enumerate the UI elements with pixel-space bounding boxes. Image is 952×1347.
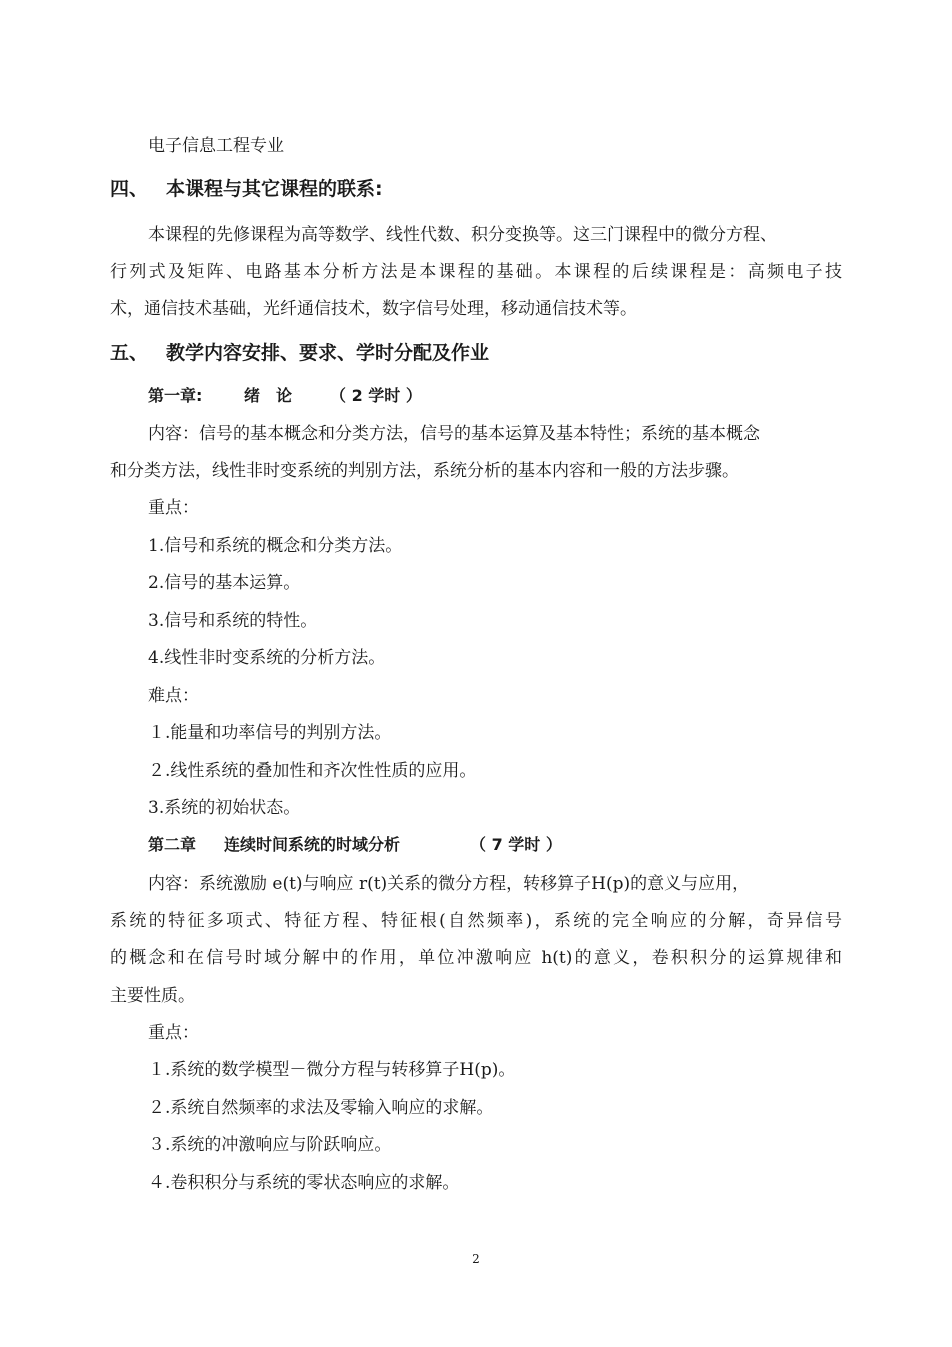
chapter1-name: 绪 论 xyxy=(244,386,293,405)
section4-heading xyxy=(110,175,383,203)
section4-paragraph-line-1: 本课程的先修课程为高等数学、线性代数、积分变换等。这三门课程中的微分方程、 xyxy=(148,225,777,245)
page-number: 2 xyxy=(472,1252,480,1266)
section5-number: 五、 xyxy=(110,342,149,364)
chapter2-heading xyxy=(148,833,562,857)
chapter1-hours: （ 2 学时 ） xyxy=(330,386,422,405)
chapter2-key-point-2: ２.系统自然频率的求法及零输入响应的求解。 xyxy=(148,1098,494,1118)
chapter1-difficulty-2: ２.线性系统的叠加性和齐次性性质的应用。 xyxy=(148,761,477,781)
chapter1-key-point-4: 4.线性非时变系统的分析方法。 xyxy=(148,648,386,668)
chapter1-key-points-label: 重点： xyxy=(148,498,199,518)
chapter2-content-line-3: 的概念和在信号时域分解中的作用，单位冲激响应 h(t)的意义，卷积积分的运算规律和 xyxy=(110,948,842,968)
chapter1-difficulty-3: 3.系统的初始状态。 xyxy=(148,798,301,818)
chapter2-label: 第二章 xyxy=(148,835,197,854)
chapter2-content-line-4: 主要性质。 xyxy=(110,986,195,1006)
chapter1-key-point-1: 1.信号和系统的概念和分类方法。 xyxy=(148,536,403,556)
chapter1-difficulties-label: 难点： xyxy=(148,686,199,706)
chapter1-heading xyxy=(148,384,422,408)
chapter2-key-point-1: １.系统的数学模型－微分方程与转移算子H(p)。 xyxy=(148,1060,516,1080)
section5-title: 教学内容安排、要求、学时分配及作业 xyxy=(166,342,490,364)
intro-line: 电子信息工程专业 xyxy=(148,136,284,156)
section4-paragraph-line-3: 术，通信技术基础，光纤通信技术，数字信号处理，移动通信技术等。 xyxy=(110,299,637,319)
section4-title: 本课程与其它课程的联系: xyxy=(166,178,383,200)
chapter1-label: 第一章: xyxy=(148,386,203,405)
chapter2-key-point-3: ３.系统的冲激响应与阶跃响应。 xyxy=(148,1135,392,1155)
section4-paragraph-line-2: 行列式及矩阵、电路基本分析方法是本课程的基础。本课程的后续课程是：高频电子技 xyxy=(110,262,842,282)
section4-number: 四、 xyxy=(110,178,149,200)
chapter1-key-point-3: 3.信号和系统的特性。 xyxy=(148,611,318,631)
chapter2-content-line-2: 系统的特征多项式、特征方程、特征根(自然频率)，系统的完全响应的分解，奇异信号 xyxy=(110,911,842,931)
chapter2-content-line-1: 内容：系统激励 e(t)与响应 r(t)关系的微分方程，转移算子H(p)的意义与应用， xyxy=(148,874,750,894)
chapter2-hours: （ 7 学时 ） xyxy=(470,835,562,854)
chapter2-name: 连续时间系统的时域分析 xyxy=(224,835,401,854)
chapter1-difficulty-1: １.能量和功率信号的判别方法。 xyxy=(148,723,392,743)
chapter1-key-point-2: 2.信号的基本运算。 xyxy=(148,573,301,593)
chapter1-content-line-1: 内容：信号的基本概念和分类方法，信号的基本运算及基本特性；系统的基本概念 xyxy=(148,424,760,444)
chapter1-content-line-2: 和分类方法，线性非时变系统的判别方法，系统分析的基本内容和一般的方法步骤。 xyxy=(110,461,739,481)
section5-heading xyxy=(110,339,489,367)
chapter2-key-points-label: 重点： xyxy=(148,1023,199,1043)
chapter2-key-point-4: ４.卷积积分与系统的零状态响应的求解。 xyxy=(148,1173,460,1193)
